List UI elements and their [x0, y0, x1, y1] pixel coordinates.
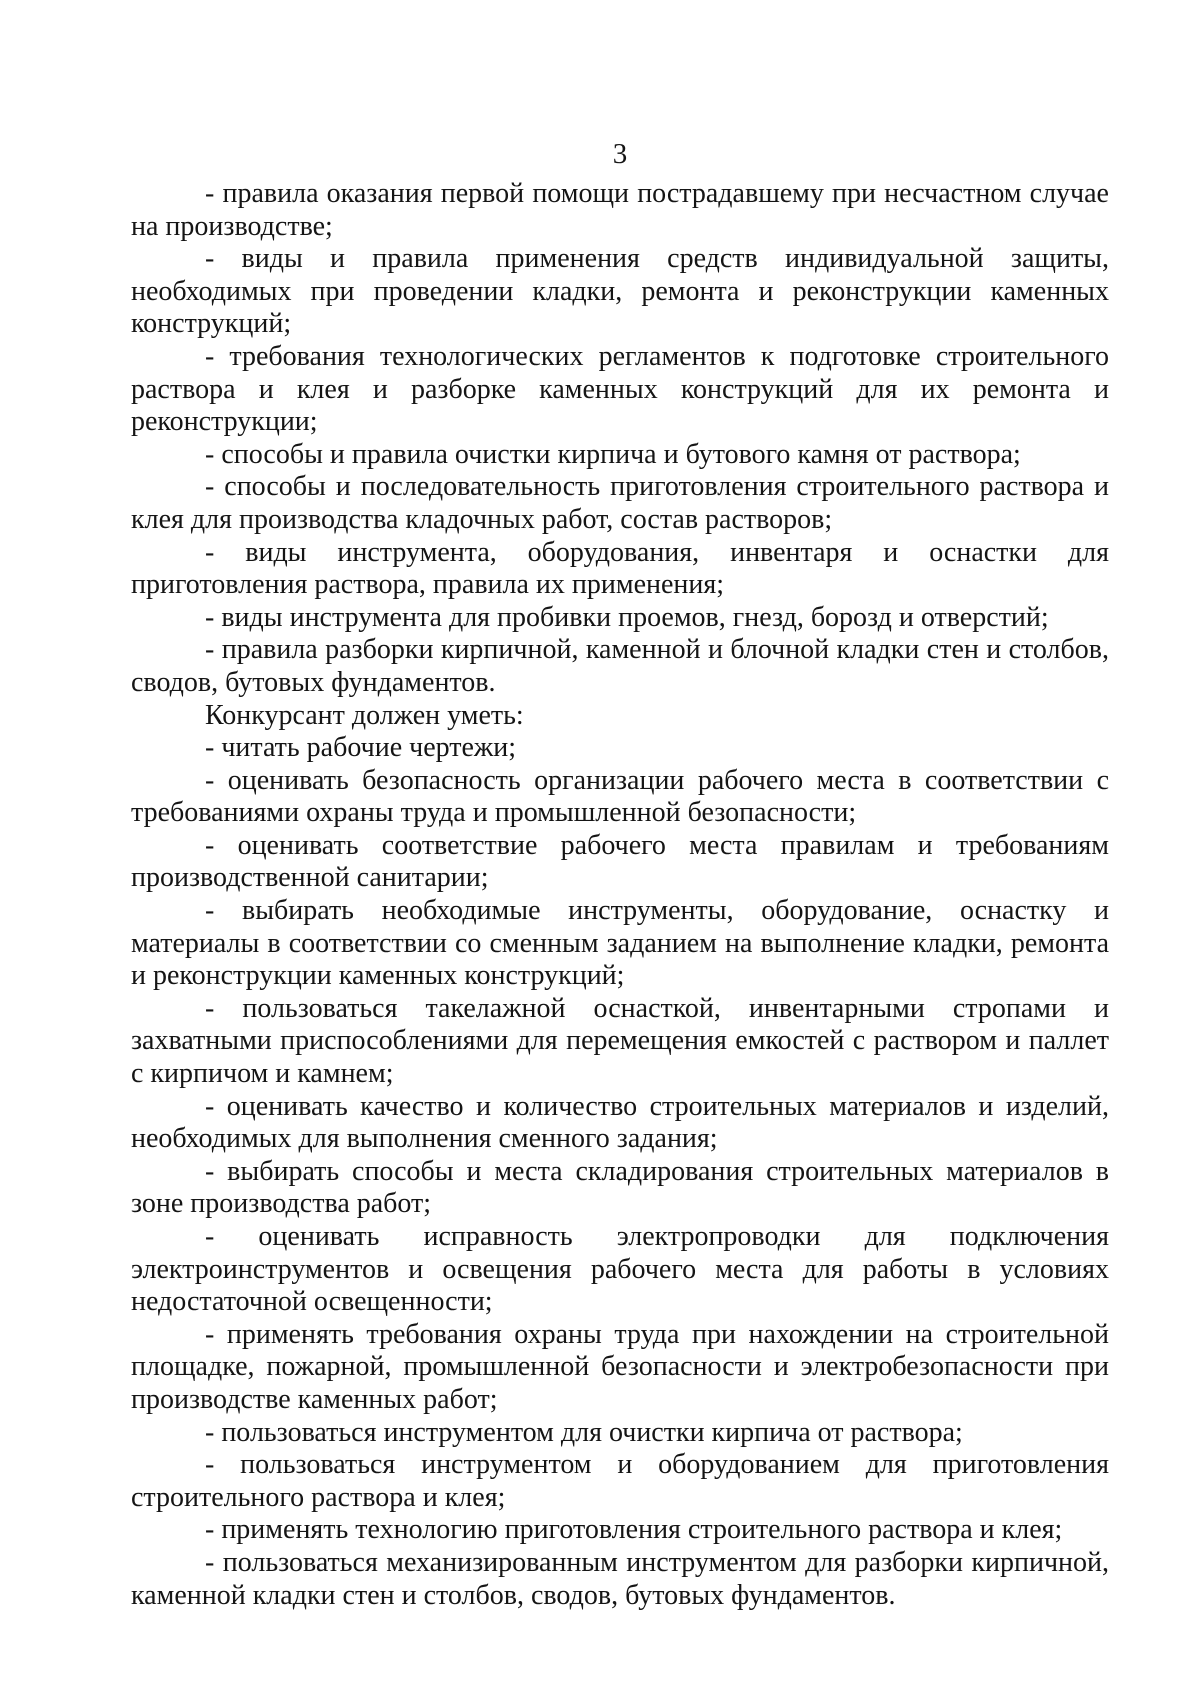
- list-item: - пользоваться инструментом для очистки кирпича от раствора;: [205, 1416, 963, 1448]
- list-item: - применять требования охраны труда при нахождении на строительной площадке, пожарной, промышленной безопасности и электробезопасности при производстве каменных работ;: [131, 1318, 1109, 1415]
- list-item: - правила оказания первой помощи пострадавшему при несчастном случае на производстве;: [131, 178, 1109, 242]
- page-number: 3: [612, 138, 628, 170]
- list-item: - пользоваться инструментом и оборудованием для приготовления строительного раствора и клея;: [131, 1449, 1109, 1513]
- list-item: - пользоваться такелажной оснасткой, инвентарными стропами и захватными приспособлениями для перемещения емкостей с раствором и паллет с кирпичом и камнем;: [131, 992, 1109, 1090]
- document-body: [131, 178, 1109, 1612]
- list-item: - оценивать безопасность организации рабочего места в соответствии с требованиями охраны труда и промышленной безопасности;: [131, 764, 1109, 829]
- list-item: - оценивать исправность электропроводки для подключения электроинструментов и освещения рабочего места для работы в условиях недостаточной освещенности;: [131, 1221, 1109, 1318]
- list-item: - читать рабочие чертежи;: [205, 732, 517, 764]
- list-item: - способы и правила очистки кирпича и бутового камня от раствора;: [205, 438, 1021, 470]
- section-heading: Конкурсант должен уметь:: [205, 699, 524, 731]
- list-item: - способы и последовательность приготовления строительного раствора и клея для производства кладочных работ, состав растворов;: [131, 471, 1109, 535]
- list-item: - оценивать качество и количество строительных материалов и изделий, необходимых для выполнения сменного задания;: [131, 1090, 1109, 1155]
- list-item: - применять технологию приготовления строительного раствора и клея;: [205, 1514, 1063, 1546]
- list-item: - виды инструмента, оборудования, инвентаря и оснастки для приготовления раствора, правила их применения;: [131, 536, 1109, 601]
- list-item: - выбирать необходимые инструменты, оборудование, оснастку и материалы в соответствии со сменным заданием на выполнение кладки, ремонта и реконструкции каменных конструкций;: [131, 895, 1109, 992]
- list-item: - выбирать способы и места складирования строительных материалов в зоне производства работ;: [131, 1155, 1109, 1220]
- list-item: - требования технологических регламентов к подготовке строительного раствора и клея и разборке каменных конструкций для их ремонта и реконструкции;: [131, 340, 1109, 438]
- list-item: - виды и правила применения средств индивидуальной защиты, необходимых при проведении кладки, ремонта и реконструкции каменных конструкций;: [131, 243, 1109, 340]
- list-item: - правила разборки кирпичной, каменной и блочной кладки стен и столбов, сводов, бутовых фундаментов.: [131, 634, 1109, 698]
- list-item: - пользоваться механизированным инструментом для разборки кирпичной, каменной кладки стен и столбов, сводов, бутовых фундаментов.: [131, 1546, 1109, 1611]
- list-item: - виды инструмента для пробивки проемов, гнезд, борозд и отверстий;: [205, 601, 1049, 633]
- list-item: - оценивать соответствие рабочего места правилам и требованиям производственной санитарии;: [131, 829, 1109, 894]
